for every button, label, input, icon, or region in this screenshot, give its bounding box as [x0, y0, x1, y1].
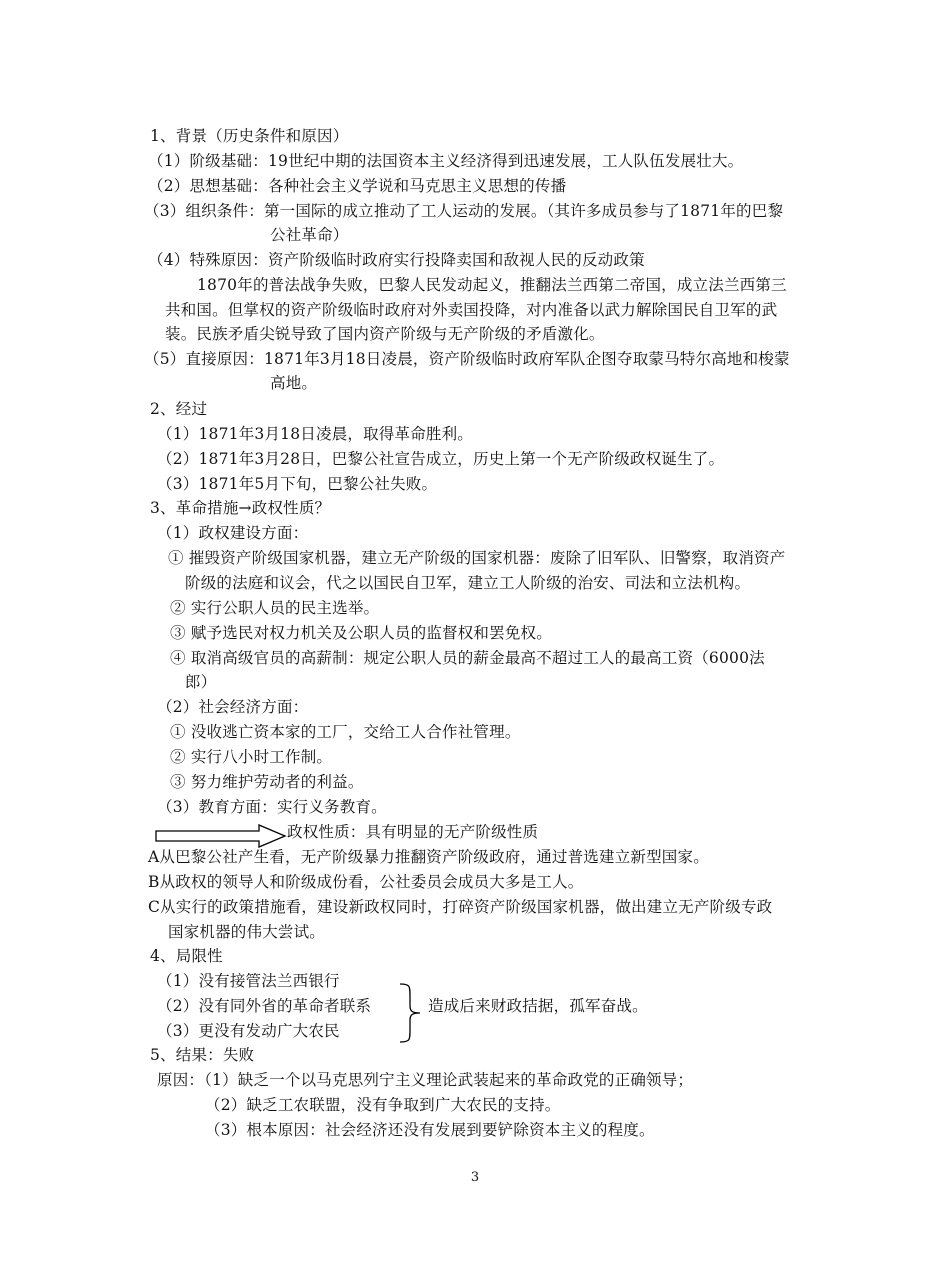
text-line: （3）教育方面：实行义务教育。: [157, 798, 387, 816]
text-line: 原因：（1）缺乏一个以马克思列宁主义理论武装起来的革命政党的正确领导；: [157, 1071, 694, 1089]
text-line: B从政权的领导人和阶级成份看，公社委员会成员大多是工人。: [148, 873, 584, 891]
text-line: （2）缺乏工农联盟，没有争取到广大农民的支持。: [205, 1096, 561, 1114]
text-line: 1870年的普法战争失败，巴黎人民发动起义，推翻法兰西第二帝国，成立法兰西第三: [197, 276, 787, 294]
text-line: ① 摧毁资产阶级国家机器，建立无产阶级的国家机器：废除了旧军队、旧警察，取消资产: [168, 549, 786, 567]
text-line: （2）社会经济方面：: [157, 698, 309, 716]
text-line: ③ 努力维护劳动者的利益。: [170, 773, 364, 791]
text-line: （3）1871年5月下旬，巴黎公社失败。: [157, 475, 438, 493]
page-number: 3: [470, 1170, 480, 1185]
text-line: C从实行的政策措施看，建设新政权同时，打碎资产阶级国家机器，做出建立无产阶级专政: [148, 898, 773, 916]
text-line: ③ 赋予选民对权力机关及公职人员的监督权和罢免权。: [170, 624, 552, 642]
text-line: 高地。: [270, 374, 318, 392]
text-line: （2）思想基础：各种社会主义学说和马克思主义思想的传播: [148, 177, 567, 195]
text-line: 造成后来财政拮据，孤军奋战。: [428, 997, 648, 1015]
text-line: 共和国。但掌权的资产阶级临时政府对外卖国投降，对内准备以武力解除国民自卫军的武: [165, 301, 778, 319]
heading-measures: 3、革命措施→政权性质？: [150, 499, 331, 517]
text-line: ④ 取消高级官员的高薪制：规定公职人员的薪金最高不超过工人的最高工资（6000法: [170, 649, 765, 667]
text-line: （1）没有接管法兰西银行: [157, 972, 340, 990]
text-line: （3）更没有发动广大农民: [157, 1022, 340, 1040]
text-line: 装。民族矛盾尖锐导致了国内资产阶级与无产阶级的矛盾激化。: [165, 325, 605, 343]
heading-limitations: 4、局限性: [150, 947, 223, 965]
text-line: A从巴黎公社产生看，无产阶级暴力推翻资产阶级政府，通过普选建立新型国家。: [148, 848, 709, 866]
text-line: （2）没有同外省的革命者联系: [157, 997, 372, 1015]
heading-background: 1、背景（历史条件和原因）: [150, 127, 349, 145]
text-line: （5）直接原因：1871年3月18日凌晨，资产阶级临时政府军队企图夺取蒙马特尔高地和梭蒙: [144, 350, 790, 368]
text-line: （3）根本原因：社会经济还没有发展到要铲除资本主义的程度。: [205, 1121, 655, 1139]
text-line: （1）1871年3月18日凌晨，取得革命胜利。: [157, 425, 473, 443]
text-line: （1）阶级基础：19世纪中期的法国资本主义经济得到迅速发展，工人队伍发展壮大。: [148, 152, 744, 170]
text-line: ① 没收逃亡资本家的工厂，交给工人合作社管理。: [170, 723, 521, 741]
text-line: 公社革命）: [270, 226, 349, 244]
text-line: ② 实行公职人员的民主选举。: [170, 599, 380, 617]
text-line: （1）政权建设方面：: [157, 524, 309, 542]
text-line: 国家机器的伟大尝试。: [168, 923, 326, 941]
heading-process: 2、经过: [150, 400, 208, 418]
text-line: ② 实行八小时工作制。: [170, 748, 333, 766]
text-line: （2）1871年3月28日，巴黎公社宣告成立，历史上第一个无产阶级政权诞生了。: [157, 450, 725, 468]
text-line: 郎）: [185, 673, 217, 691]
text-line: （3）组织条件：第一国际的成立推动了工人运动的发展。（其许多成员参与了1871年的巴黎: [144, 202, 784, 220]
text-line: （4）特殊原因：资产阶级临时政府实行投降卖国和敌视人民的反动政策: [148, 251, 645, 269]
text-line: 阶级的法庭和议会，代之以国民自卫军，建立工人阶级的治安、司法和立法机构。: [185, 574, 751, 592]
heading-result: 5、结果：失败: [150, 1046, 255, 1064]
right-brace-icon: [398, 982, 424, 1044]
text-line: 政权性质：具有明显的无产阶级性质: [287, 823, 539, 841]
